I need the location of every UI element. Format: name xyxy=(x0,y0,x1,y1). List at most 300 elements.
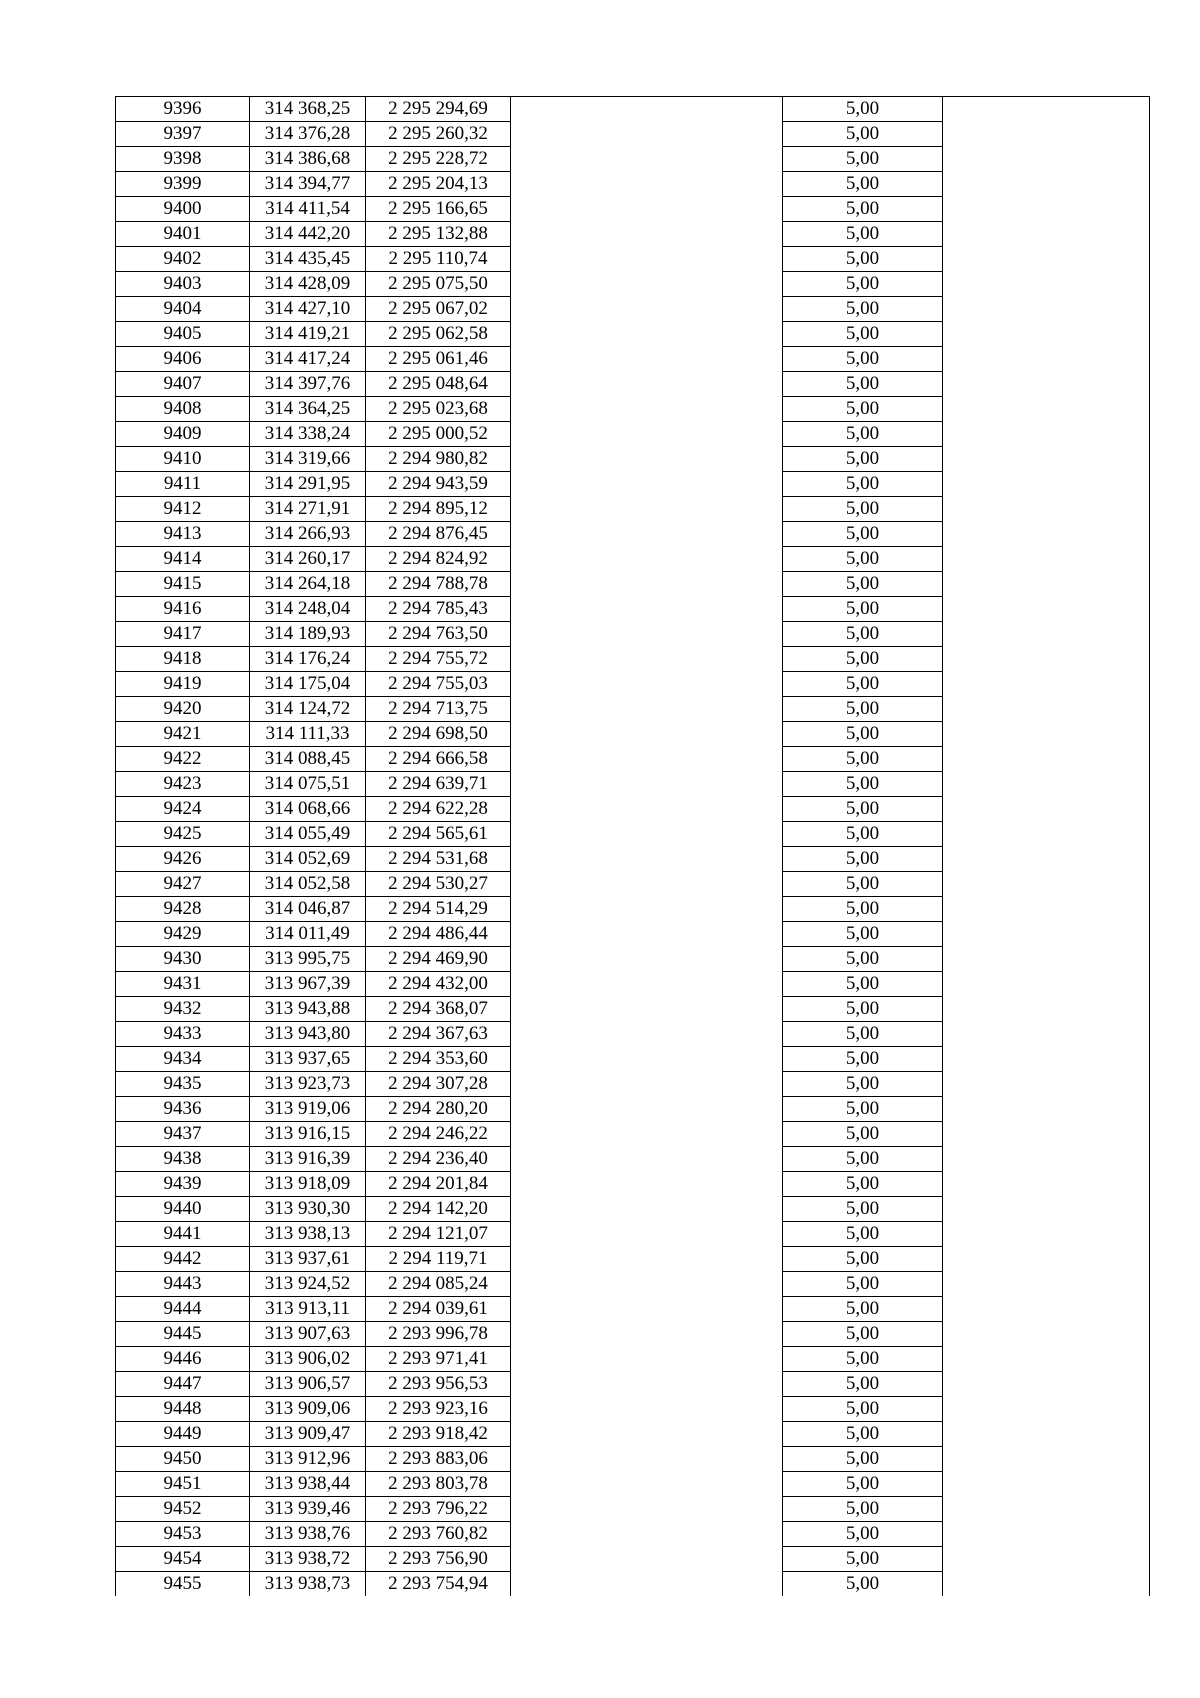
value-cell: 5,00 xyxy=(783,322,943,347)
table-row xyxy=(116,572,1150,597)
empty-cell xyxy=(511,1047,783,1072)
value-cell: 5,00 xyxy=(783,1272,943,1297)
table-row xyxy=(116,1172,1150,1197)
table-row xyxy=(116,622,1150,647)
x-coordinate-cell: 313 907,63 xyxy=(250,1322,366,1347)
y-coordinate-cell: 2 295 075,50 xyxy=(366,272,511,297)
empty-cell xyxy=(511,1572,783,1597)
y-coordinate-cell: 2 293 883,06 xyxy=(366,1447,511,1472)
empty-cell xyxy=(943,1347,1150,1372)
point-number-cell: 9403 xyxy=(116,272,250,297)
x-coordinate-cell: 313 916,39 xyxy=(250,1147,366,1172)
table-row xyxy=(116,772,1150,797)
empty-cell xyxy=(511,797,783,822)
y-coordinate-cell: 2 294 755,03 xyxy=(366,672,511,697)
point-number-cell: 9431 xyxy=(116,972,250,997)
empty-cell xyxy=(943,822,1150,847)
table-row xyxy=(116,922,1150,947)
point-number-cell: 9399 xyxy=(116,172,250,197)
empty-cell xyxy=(943,647,1150,672)
empty-cell xyxy=(511,1497,783,1522)
point-number-cell: 9410 xyxy=(116,447,250,472)
table-row xyxy=(116,822,1150,847)
x-coordinate-cell: 313 967,39 xyxy=(250,972,366,997)
empty-cell xyxy=(511,247,783,272)
x-coordinate-cell: 313 912,96 xyxy=(250,1447,366,1472)
empty-cell xyxy=(943,247,1150,272)
x-coordinate-cell: 313 937,65 xyxy=(250,1047,366,1072)
empty-cell xyxy=(943,1322,1150,1347)
y-coordinate-cell: 2 294 119,71 xyxy=(366,1247,511,1272)
y-coordinate-cell: 2 294 367,63 xyxy=(366,1022,511,1047)
empty-cell xyxy=(943,1397,1150,1422)
empty-cell xyxy=(943,672,1150,697)
y-coordinate-cell: 2 295 048,64 xyxy=(366,372,511,397)
table-row xyxy=(116,997,1150,1022)
empty-cell xyxy=(511,747,783,772)
y-coordinate-cell: 2 294 666,58 xyxy=(366,747,511,772)
point-number-cell: 9421 xyxy=(116,722,250,747)
table-row xyxy=(116,1522,1150,1547)
point-number-cell: 9439 xyxy=(116,1172,250,1197)
empty-cell xyxy=(943,872,1150,897)
x-coordinate-cell: 314 266,93 xyxy=(250,522,366,547)
point-number-cell: 9432 xyxy=(116,997,250,1022)
y-coordinate-cell: 2 293 996,78 xyxy=(366,1322,511,1347)
x-coordinate-cell: 314 368,25 xyxy=(250,97,366,122)
x-coordinate-cell: 313 909,06 xyxy=(250,1397,366,1422)
x-coordinate-cell: 314 088,45 xyxy=(250,747,366,772)
empty-cell xyxy=(511,1272,783,1297)
value-cell: 5,00 xyxy=(783,1397,943,1422)
table-row xyxy=(116,1047,1150,1072)
empty-cell xyxy=(943,972,1150,997)
y-coordinate-cell: 2 294 353,60 xyxy=(366,1047,511,1072)
y-coordinate-cell: 2 293 803,78 xyxy=(366,1472,511,1497)
x-coordinate-cell: 313 930,30 xyxy=(250,1197,366,1222)
value-cell: 5,00 xyxy=(783,1297,943,1322)
empty-cell xyxy=(943,922,1150,947)
value-cell: 5,00 xyxy=(783,1097,943,1122)
empty-cell xyxy=(511,972,783,997)
table-row xyxy=(116,722,1150,747)
x-coordinate-cell: 313 937,61 xyxy=(250,1247,366,1272)
point-number-cell: 9452 xyxy=(116,1497,250,1522)
empty-cell xyxy=(511,222,783,247)
y-coordinate-cell: 2 295 061,46 xyxy=(366,347,511,372)
point-number-cell: 9414 xyxy=(116,547,250,572)
point-number-cell: 9400 xyxy=(116,197,250,222)
empty-cell xyxy=(943,1572,1150,1597)
empty-cell xyxy=(511,372,783,397)
table-row xyxy=(116,1322,1150,1347)
point-number-cell: 9453 xyxy=(116,1522,250,1547)
y-coordinate-cell: 2 293 796,22 xyxy=(366,1497,511,1522)
x-coordinate-cell: 313 906,02 xyxy=(250,1347,366,1372)
empty-cell xyxy=(511,1172,783,1197)
empty-cell xyxy=(511,522,783,547)
empty-cell xyxy=(943,1497,1150,1522)
value-cell: 5,00 xyxy=(783,697,943,722)
empty-cell xyxy=(511,1372,783,1397)
point-number-cell: 9418 xyxy=(116,647,250,672)
value-cell: 5,00 xyxy=(783,1197,943,1222)
point-number-cell: 9430 xyxy=(116,947,250,972)
x-coordinate-cell: 314 011,49 xyxy=(250,922,366,947)
table-row xyxy=(116,897,1150,922)
table-row xyxy=(116,147,1150,172)
value-cell: 5,00 xyxy=(783,997,943,1022)
value-cell: 5,00 xyxy=(783,972,943,997)
empty-cell xyxy=(943,372,1150,397)
empty-cell xyxy=(511,722,783,747)
table-row xyxy=(116,1547,1150,1572)
empty-cell xyxy=(943,172,1150,197)
x-coordinate-cell: 313 938,72 xyxy=(250,1547,366,1572)
value-cell: 5,00 xyxy=(783,947,943,972)
empty-cell xyxy=(943,97,1150,122)
y-coordinate-cell: 2 294 486,44 xyxy=(366,922,511,947)
x-coordinate-cell: 314 419,21 xyxy=(250,322,366,347)
empty-cell xyxy=(511,1322,783,1347)
point-number-cell: 9415 xyxy=(116,572,250,597)
table-row xyxy=(116,647,1150,672)
y-coordinate-cell: 2 294 280,20 xyxy=(366,1097,511,1122)
table-row xyxy=(116,1472,1150,1497)
point-number-cell: 9443 xyxy=(116,1272,250,1297)
value-cell: 5,00 xyxy=(783,147,943,172)
value-cell: 5,00 xyxy=(783,197,943,222)
table-row xyxy=(116,97,1150,122)
empty-cell xyxy=(943,147,1150,172)
table-row xyxy=(116,1072,1150,1097)
point-number-cell: 9424 xyxy=(116,797,250,822)
value-cell: 5,00 xyxy=(783,447,943,472)
table-row xyxy=(116,1222,1150,1247)
empty-cell xyxy=(511,1147,783,1172)
empty-cell xyxy=(943,597,1150,622)
value-cell: 5,00 xyxy=(783,1322,943,1347)
empty-cell xyxy=(943,1297,1150,1322)
empty-cell xyxy=(511,272,783,297)
value-cell: 5,00 xyxy=(783,847,943,872)
x-coordinate-cell: 314 428,09 xyxy=(250,272,366,297)
y-coordinate-cell: 2 295 067,02 xyxy=(366,297,511,322)
point-number-cell: 9440 xyxy=(116,1197,250,1222)
table-row xyxy=(116,1147,1150,1172)
empty-cell xyxy=(511,1197,783,1222)
y-coordinate-cell: 2 294 622,28 xyxy=(366,797,511,822)
point-number-cell: 9429 xyxy=(116,922,250,947)
point-number-cell: 9409 xyxy=(116,422,250,447)
y-coordinate-cell: 2 294 039,61 xyxy=(366,1297,511,1322)
table-row xyxy=(116,172,1150,197)
y-coordinate-cell: 2 293 956,53 xyxy=(366,1372,511,1397)
value-cell: 5,00 xyxy=(783,1422,943,1447)
value-cell: 5,00 xyxy=(783,397,943,422)
y-coordinate-cell: 2 294 713,75 xyxy=(366,697,511,722)
y-coordinate-cell: 2 293 754,94 xyxy=(366,1572,511,1597)
empty-cell xyxy=(511,922,783,947)
y-coordinate-cell: 2 294 432,00 xyxy=(366,972,511,997)
table-row xyxy=(116,1422,1150,1447)
empty-cell xyxy=(943,422,1150,447)
value-cell: 5,00 xyxy=(783,247,943,272)
empty-cell xyxy=(511,997,783,1022)
value-cell: 5,00 xyxy=(783,722,943,747)
table-row xyxy=(116,947,1150,972)
empty-cell xyxy=(943,1197,1150,1222)
value-cell: 5,00 xyxy=(783,472,943,497)
x-coordinate-cell: 314 291,95 xyxy=(250,472,366,497)
x-coordinate-cell: 314 411,54 xyxy=(250,197,366,222)
empty-cell xyxy=(511,597,783,622)
value-cell: 5,00 xyxy=(783,1072,943,1097)
x-coordinate-cell: 314 248,04 xyxy=(250,597,366,622)
x-coordinate-cell: 313 938,76 xyxy=(250,1522,366,1547)
x-coordinate-cell: 314 376,28 xyxy=(250,122,366,147)
table-row xyxy=(116,872,1150,897)
x-coordinate-cell: 313 913,11 xyxy=(250,1297,366,1322)
y-coordinate-cell: 2 295 204,13 xyxy=(366,172,511,197)
empty-cell xyxy=(943,497,1150,522)
empty-cell xyxy=(511,447,783,472)
table-row xyxy=(116,447,1150,472)
x-coordinate-cell: 313 943,88 xyxy=(250,997,366,1022)
empty-cell xyxy=(511,1422,783,1447)
table-row xyxy=(116,1372,1150,1397)
point-number-cell: 9450 xyxy=(116,1447,250,1472)
table-row xyxy=(116,397,1150,422)
table-row xyxy=(116,1247,1150,1272)
table-row xyxy=(116,1297,1150,1322)
x-coordinate-cell: 314 052,58 xyxy=(250,872,366,897)
value-cell: 5,00 xyxy=(783,172,943,197)
point-number-cell: 9444 xyxy=(116,1297,250,1322)
x-coordinate-cell: 314 319,66 xyxy=(250,447,366,472)
value-cell: 5,00 xyxy=(783,872,943,897)
value-cell: 5,00 xyxy=(783,747,943,772)
point-number-cell: 9413 xyxy=(116,522,250,547)
y-coordinate-cell: 2 294 246,22 xyxy=(366,1122,511,1147)
empty-cell xyxy=(943,272,1150,297)
table-row xyxy=(116,797,1150,822)
table-row xyxy=(116,372,1150,397)
x-coordinate-cell: 314 386,68 xyxy=(250,147,366,172)
y-coordinate-cell: 2 293 923,16 xyxy=(366,1397,511,1422)
point-number-cell: 9441 xyxy=(116,1222,250,1247)
point-number-cell: 9442 xyxy=(116,1247,250,1272)
empty-cell xyxy=(943,847,1150,872)
empty-cell xyxy=(943,1072,1150,1097)
value-cell: 5,00 xyxy=(783,222,943,247)
empty-cell xyxy=(511,897,783,922)
empty-cell xyxy=(511,1347,783,1372)
y-coordinate-cell: 2 295 000,52 xyxy=(366,422,511,447)
point-number-cell: 9404 xyxy=(116,297,250,322)
value-cell: 5,00 xyxy=(783,672,943,697)
x-coordinate-cell: 314 046,87 xyxy=(250,897,366,922)
empty-cell xyxy=(943,947,1150,972)
value-cell: 5,00 xyxy=(783,1222,943,1247)
empty-cell xyxy=(511,1447,783,1472)
y-coordinate-cell: 2 294 307,28 xyxy=(366,1072,511,1097)
empty-cell xyxy=(943,522,1150,547)
empty-cell xyxy=(511,647,783,672)
value-cell: 5,00 xyxy=(783,1572,943,1597)
point-number-cell: 9417 xyxy=(116,622,250,647)
point-number-cell: 9428 xyxy=(116,897,250,922)
x-coordinate-cell: 314 338,24 xyxy=(250,422,366,447)
empty-cell xyxy=(511,697,783,722)
empty-cell xyxy=(943,1547,1150,1572)
point-number-cell: 9426 xyxy=(116,847,250,872)
empty-cell xyxy=(943,622,1150,647)
y-coordinate-cell: 2 294 980,82 xyxy=(366,447,511,472)
table-row xyxy=(116,747,1150,772)
empty-cell xyxy=(511,497,783,522)
empty-cell xyxy=(943,222,1150,247)
x-coordinate-cell: 314 264,18 xyxy=(250,572,366,597)
empty-cell xyxy=(511,197,783,222)
empty-cell xyxy=(943,1422,1150,1447)
point-number-cell: 9401 xyxy=(116,222,250,247)
empty-cell xyxy=(943,797,1150,822)
y-coordinate-cell: 2 294 824,92 xyxy=(366,547,511,572)
empty-cell xyxy=(511,147,783,172)
value-cell: 5,00 xyxy=(783,1047,943,1072)
table-row xyxy=(116,1572,1150,1597)
empty-cell xyxy=(943,297,1150,322)
empty-cell xyxy=(943,447,1150,472)
point-number-cell: 9446 xyxy=(116,1347,250,1372)
empty-cell xyxy=(511,672,783,697)
table-row xyxy=(116,847,1150,872)
x-coordinate-cell: 314 364,25 xyxy=(250,397,366,422)
empty-cell xyxy=(511,1522,783,1547)
point-number-cell: 9451 xyxy=(116,1472,250,1497)
y-coordinate-cell: 2 294 201,84 xyxy=(366,1172,511,1197)
empty-cell xyxy=(943,347,1150,372)
point-number-cell: 9449 xyxy=(116,1422,250,1447)
value-cell: 5,00 xyxy=(783,497,943,522)
x-coordinate-cell: 314 124,72 xyxy=(250,697,366,722)
value-cell: 5,00 xyxy=(783,597,943,622)
y-coordinate-cell: 2 294 368,07 xyxy=(366,997,511,1022)
point-number-cell: 9445 xyxy=(116,1322,250,1347)
point-number-cell: 9448 xyxy=(116,1397,250,1422)
x-coordinate-cell: 314 417,24 xyxy=(250,347,366,372)
table-row xyxy=(116,697,1150,722)
empty-cell xyxy=(511,322,783,347)
table-row xyxy=(116,1497,1150,1522)
y-coordinate-cell: 2 295 260,32 xyxy=(366,122,511,147)
empty-cell xyxy=(943,572,1150,597)
value-cell: 5,00 xyxy=(783,1347,943,1372)
empty-cell xyxy=(943,1047,1150,1072)
empty-cell xyxy=(943,722,1150,747)
point-number-cell: 9420 xyxy=(116,697,250,722)
value-cell: 5,00 xyxy=(783,772,943,797)
point-number-cell: 9455 xyxy=(116,1572,250,1597)
empty-cell xyxy=(943,1522,1150,1547)
y-coordinate-cell: 2 295 166,65 xyxy=(366,197,511,222)
x-coordinate-cell: 313 943,80 xyxy=(250,1022,366,1047)
empty-cell xyxy=(511,1247,783,1272)
point-number-cell: 9411 xyxy=(116,472,250,497)
table-row xyxy=(116,222,1150,247)
empty-cell xyxy=(943,1097,1150,1122)
empty-cell xyxy=(943,1122,1150,1147)
x-coordinate-cell: 314 068,66 xyxy=(250,797,366,822)
value-cell: 5,00 xyxy=(783,547,943,572)
x-coordinate-cell: 314 260,17 xyxy=(250,547,366,572)
y-coordinate-cell: 2 293 971,41 xyxy=(366,1347,511,1372)
y-coordinate-cell: 2 294 531,68 xyxy=(366,847,511,872)
table-row xyxy=(116,522,1150,547)
empty-cell xyxy=(511,472,783,497)
value-cell: 5,00 xyxy=(783,572,943,597)
empty-cell xyxy=(511,1397,783,1422)
y-coordinate-cell: 2 294 469,90 xyxy=(366,947,511,972)
x-coordinate-cell: 313 906,57 xyxy=(250,1372,366,1397)
empty-cell xyxy=(943,1272,1150,1297)
empty-cell xyxy=(943,897,1150,922)
table-row xyxy=(116,1197,1150,1222)
y-coordinate-cell: 2 294 895,12 xyxy=(366,497,511,522)
x-coordinate-cell: 313 923,73 xyxy=(250,1072,366,1097)
empty-cell xyxy=(511,1472,783,1497)
point-number-cell: 9419 xyxy=(116,672,250,697)
value-cell: 5,00 xyxy=(783,647,943,672)
empty-cell xyxy=(943,322,1150,347)
value-cell: 5,00 xyxy=(783,1372,943,1397)
value-cell: 5,00 xyxy=(783,97,943,122)
table-row xyxy=(116,122,1150,147)
point-number-cell: 9447 xyxy=(116,1372,250,1397)
x-coordinate-cell: 314 397,76 xyxy=(250,372,366,397)
x-coordinate-cell: 314 052,69 xyxy=(250,847,366,872)
value-cell: 5,00 xyxy=(783,297,943,322)
empty-cell xyxy=(511,572,783,597)
value-cell: 5,00 xyxy=(783,1172,943,1197)
value-cell: 5,00 xyxy=(783,1022,943,1047)
empty-cell xyxy=(511,947,783,972)
empty-cell xyxy=(511,1297,783,1322)
x-coordinate-cell: 313 916,15 xyxy=(250,1122,366,1147)
coordinates-table-body xyxy=(116,97,1150,1597)
empty-cell xyxy=(943,997,1150,1022)
x-coordinate-cell: 314 271,91 xyxy=(250,497,366,522)
y-coordinate-cell: 2 294 755,72 xyxy=(366,647,511,672)
point-number-cell: 9423 xyxy=(116,772,250,797)
x-coordinate-cell: 314 075,51 xyxy=(250,772,366,797)
empty-cell xyxy=(511,547,783,572)
empty-cell xyxy=(943,1472,1150,1497)
y-coordinate-cell: 2 293 756,90 xyxy=(366,1547,511,1572)
y-coordinate-cell: 2 294 565,61 xyxy=(366,822,511,847)
x-coordinate-cell: 313 909,47 xyxy=(250,1422,366,1447)
empty-cell xyxy=(511,347,783,372)
y-coordinate-cell: 2 295 023,68 xyxy=(366,397,511,422)
table-row xyxy=(116,972,1150,997)
table-row xyxy=(116,1097,1150,1122)
y-coordinate-cell: 2 295 110,74 xyxy=(366,247,511,272)
y-coordinate-cell: 2 294 943,59 xyxy=(366,472,511,497)
y-coordinate-cell: 2 294 639,71 xyxy=(366,772,511,797)
y-coordinate-cell: 2 294 530,27 xyxy=(366,872,511,897)
y-coordinate-cell: 2 294 876,45 xyxy=(366,522,511,547)
